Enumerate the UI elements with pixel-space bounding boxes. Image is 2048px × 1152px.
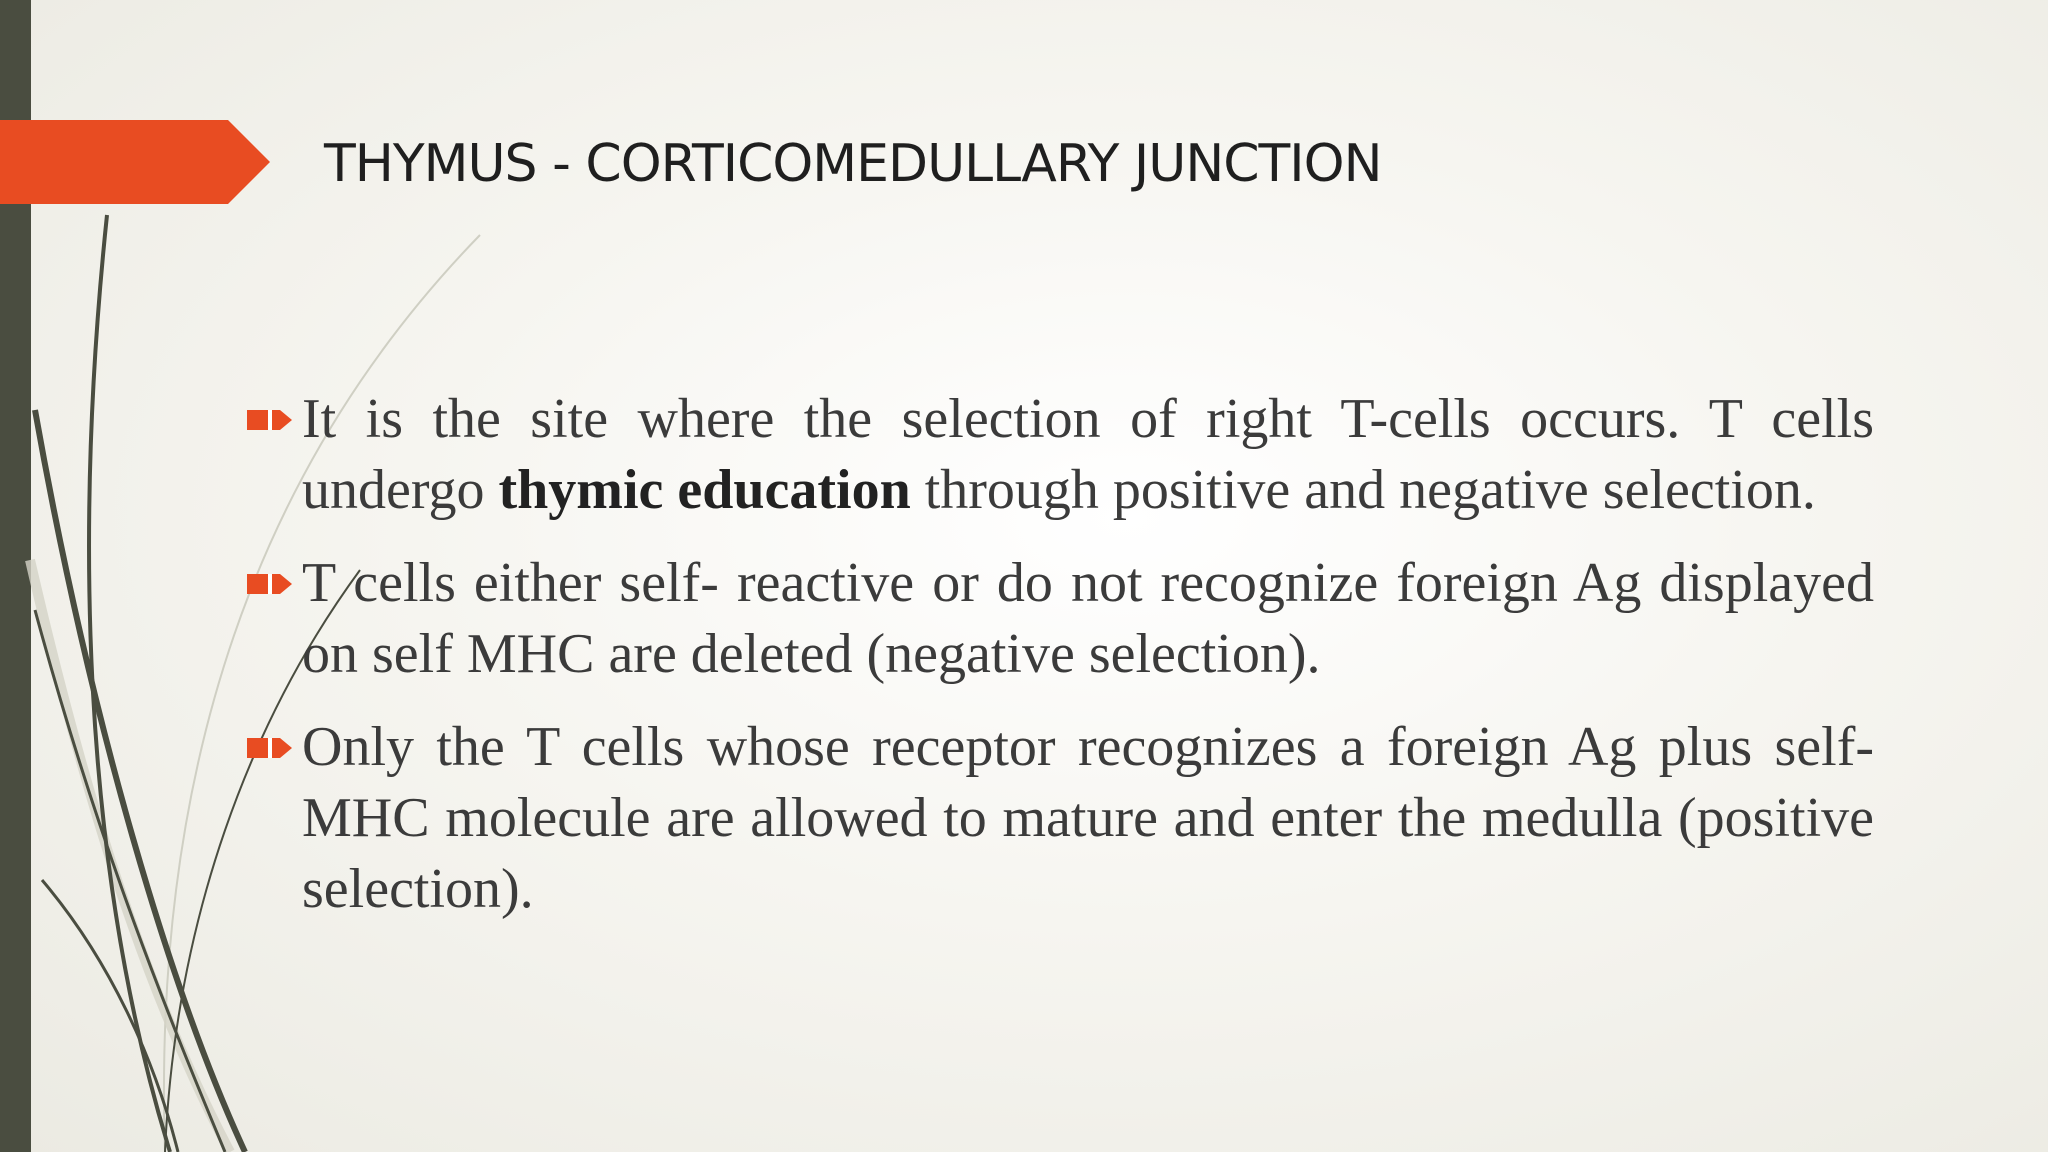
bullet-item-2 [244,548,1874,690]
bullet-list [244,384,1874,947]
decor-curve-dark-1 [89,215,170,1152]
bullet-1-text-start: It is the site where the selection of right T-cells occurs. T cells undergo [302,388,1874,521]
arrow-bullet-icon [244,736,294,760]
arrow-bullet-icon [244,572,294,596]
slide-title: THYMUS - CORTICOMEDULLARY JUNCTION [324,134,1382,194]
decor-curve-wide-light [30,560,230,1152]
bullet-3-text: Only the T cells whose receptor recognizes a foreign Ag plus self- MHC molecule are allowed to mature and enter the medulla (positive selection). [302,716,1874,920]
arrow-bullet-icon [244,408,294,432]
bullet-2-text: T cells either self- reactive or do not recognize foreign Ag displayed on self MHC are deleted (negative selection). [302,552,1874,685]
title-arrow-icon [0,120,270,204]
bullet-item-1 [244,384,1874,526]
bullet-item-3 [244,712,1874,925]
bullet-1-text-end: through positive and negative selection. [910,459,1816,521]
bullet-1-bold-term: thymic education [498,459,911,521]
